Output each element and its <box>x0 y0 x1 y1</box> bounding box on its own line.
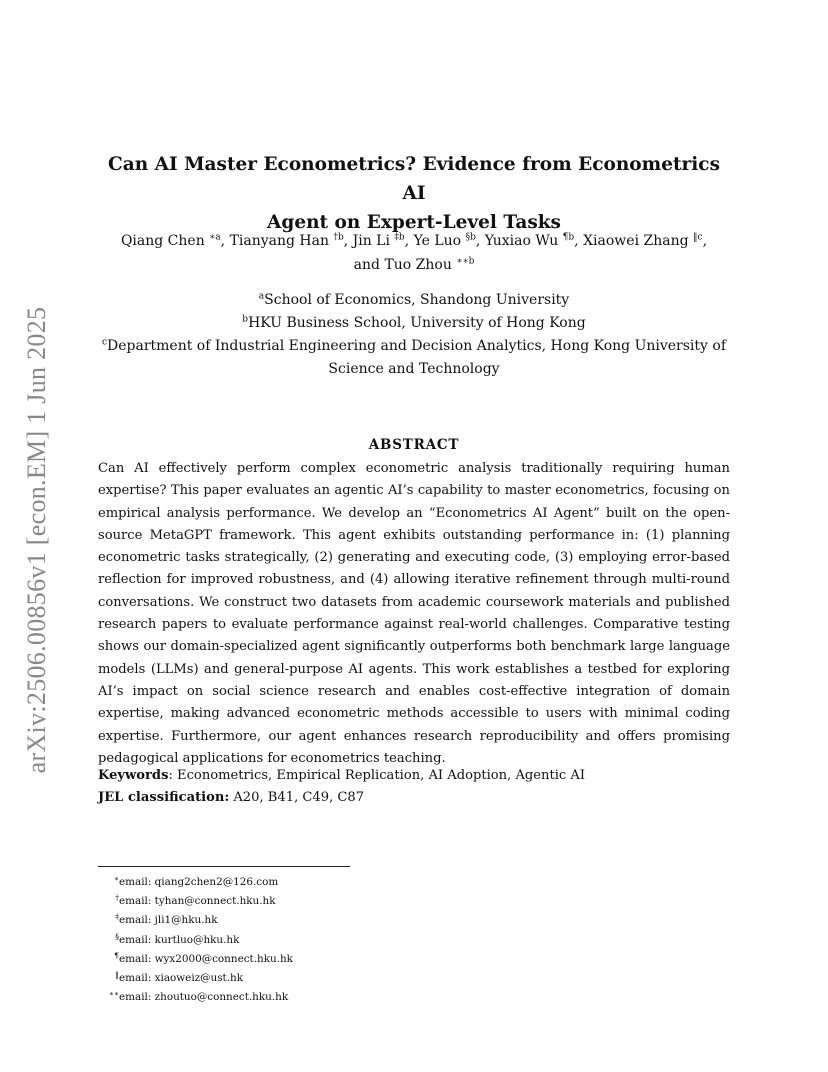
title-line-2: Agent on Expert-Level Tasks <box>267 212 561 233</box>
keywords-line: Keywords: Econometrics, Empirical Replication, AI Adoption, Agentic AI <box>98 768 586 783</box>
footnote: ∗∗email: zhoutuo@connect.hku.hk <box>108 989 289 1004</box>
footnote: ‖email: xiaoweiz@ust.hk <box>115 970 244 985</box>
footnote: ∗email: qiang2chen2@126.com <box>113 874 279 888</box>
affiliation-list <box>100 289 728 381</box>
footnote: ¶email: wyx2000@connect.hku.hk <box>114 950 293 965</box>
footnote-rule <box>98 866 350 867</box>
author: Tianyang Han $^{\dagger b}$, <box>229 232 353 249</box>
abstract-heading: ABSTRACT <box>368 437 460 453</box>
arxiv-identifier: arXiv:2506.00856v1 [econ.EM] 1 Jun 2025 <box>22 306 51 774</box>
affiliation: $^c$Department of Industrial Engineering and Decision Analytics, Hong Kong University of Science and Technology <box>101 337 727 377</box>
jel-line: JEL classification: A20, B41, C49, C87 <box>98 790 365 805</box>
affiliation: $^b$HKU Business School, University of Hong Kong <box>242 314 586 331</box>
keywords-block <box>98 765 730 809</box>
author-list <box>100 229 728 277</box>
footnote: †email: tyhan@connect.hku.hk <box>115 893 276 908</box>
author: Qiang Chen $^{∗a}$, <box>120 232 230 249</box>
author: Ye Luo $^{\S b}$, <box>413 232 485 249</box>
abstract-text: Can AI effectively perform complex econometric analysis traditionally requiring human expertise? This paper evaluates an agentic AI’s capability to master econometrics, focusing on empirical analysis performance. We develop an “Econometrics AI Agent” built on the open-source MetaGPT framework. This agent exhibits outstanding performance in: (1) planning econometric tasks strategically, (2) generating and executing code, (3) employing error-based reflection for improved robustness, and (4) allowing iterative refinement through multi-round conversations. We construct two datasets from academic coursework materials and published research papers to evaluate performance against real-world challenges. Comparative testing shows our domain-specialized agent significantly outperforms both benchmark large language models (LLMs) and general-purpose AI agents. This work establishes a testbed for exploring AI’s impact on social science research and enables cost-effective integration of domain expertise, making advanced econometric methods accessible to users with minimal coding expertise. Furthermore, our agent enhances research reproducibility and offers promising pedagogical applications for econometrics teaching. <box>98 461 730 766</box>
author: and Tuo Zhou $^{∗∗b}$ <box>353 256 475 273</box>
title-line-1: Can AI Master Econometrics? Evidence from Econometrics AI <box>108 154 720 204</box>
paper-title <box>100 150 728 237</box>
author: Yuxiao Wu $^{\P b}$, <box>484 232 584 249</box>
footnote-list <box>98 871 498 1005</box>
author: Xiaowei Zhang $^{‖c}$, <box>583 232 708 249</box>
footnote: ‡email: jli1@hku.hk <box>115 912 218 927</box>
affiliation: $^a$School of Economics, Shandong University <box>258 291 570 308</box>
footnote: §email: kurtluo@hku.hk <box>115 931 240 946</box>
author: Jin Li $^{\ddagger b}$, <box>352 232 414 249</box>
